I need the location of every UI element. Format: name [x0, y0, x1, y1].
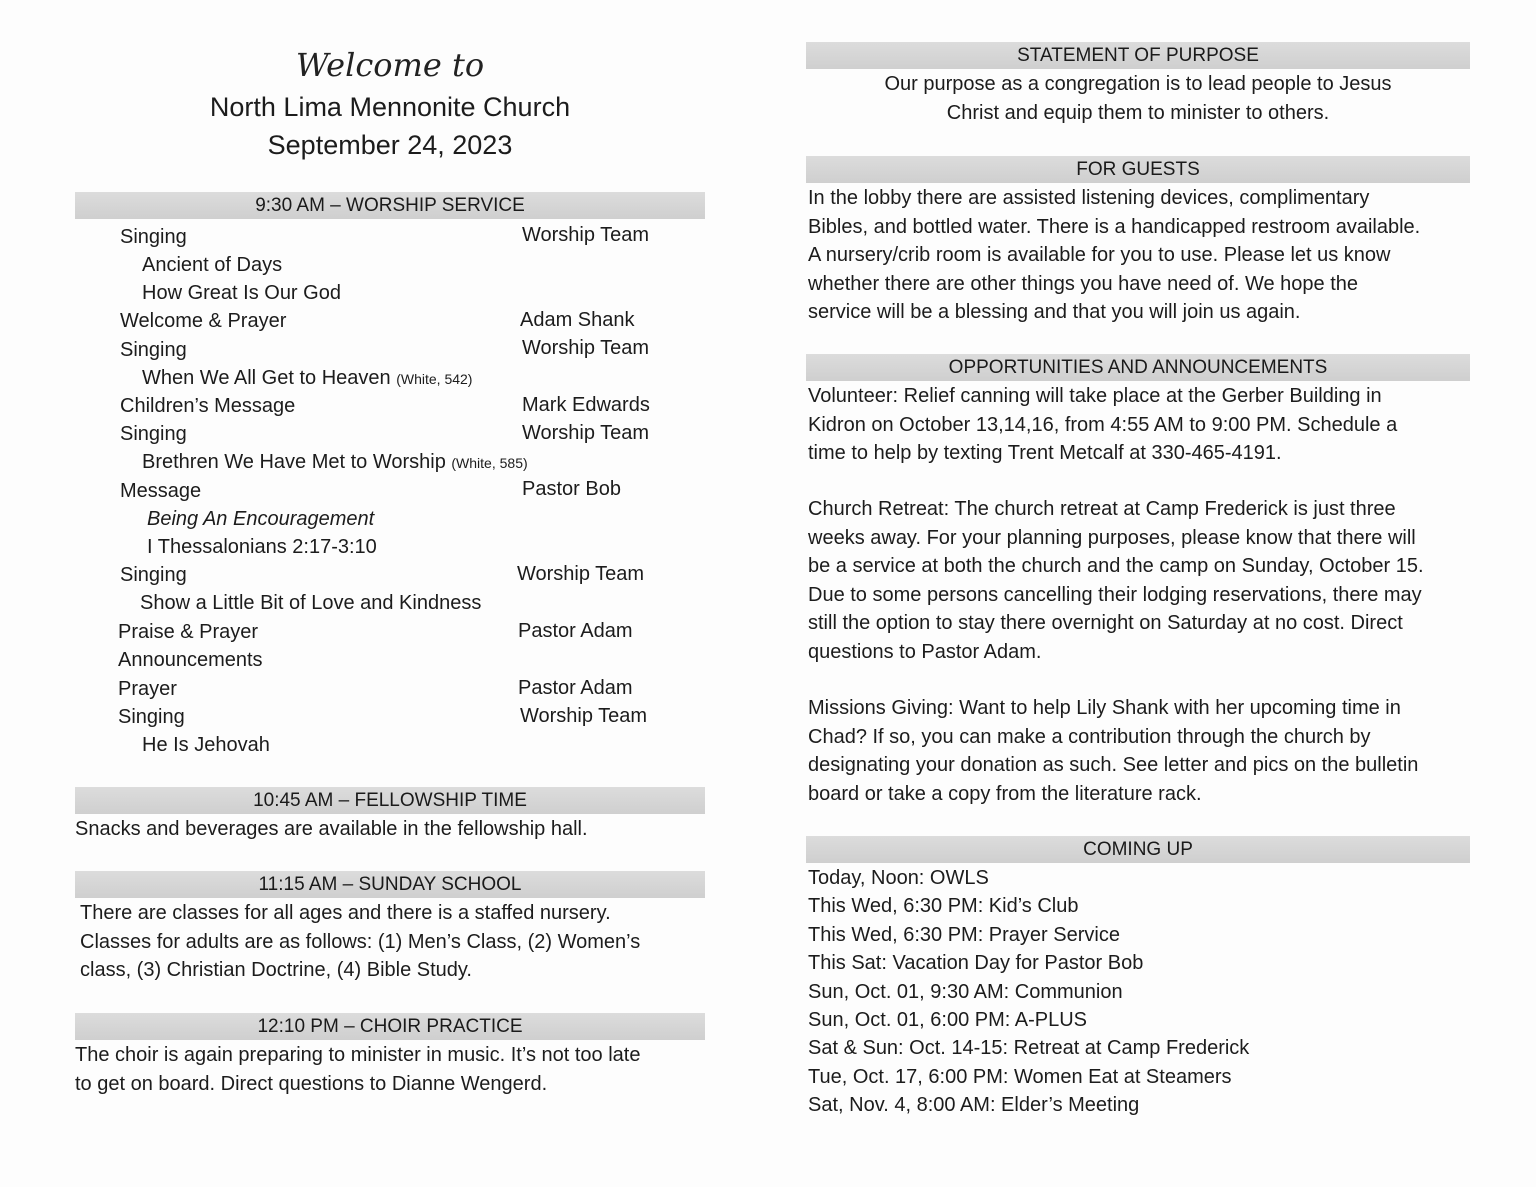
- text-line: Chad? If so, you can make a contribution through the church by: [808, 725, 1371, 748]
- order-leader: Worship Team: [517, 563, 645, 585]
- retreat-announcement: [808, 495, 1424, 667]
- order-leader: Adam Shank: [520, 309, 635, 331]
- order-leader: Worship Team: [522, 337, 650, 359]
- bulletin-date: September 24, 2023: [267, 130, 513, 160]
- text-line: There are classes for all ages and there is a staffed nursery.: [80, 902, 611, 924]
- order-leader: Pastor Adam: [518, 620, 633, 642]
- text-line: Due to some persons cancelling their lodging reservations, there may: [808, 583, 1422, 606]
- choir-text: [75, 1041, 640, 1098]
- song-title: Show a Little Bit of Love and Kindness: [140, 592, 482, 614]
- purpose-text: [806, 70, 1470, 127]
- sermon-title: Being An Encouragement: [147, 508, 375, 530]
- text-line: The choir is again preparing to minister in music. It’s not too late: [75, 1044, 641, 1066]
- volunteer-announcement: [808, 382, 1397, 468]
- order-item: Singing: [120, 564, 187, 586]
- order-leader: Worship Team: [522, 224, 650, 246]
- event-item: Sat & Sun: Oct. 14-15: Retreat at Camp Frederick: [808, 1037, 1250, 1060]
- text-line: to get on board. Direct questions to Dianne Wengerd.: [75, 1072, 548, 1095]
- song-title: Ancient of Days: [142, 254, 283, 276]
- order-item: Prayer: [118, 678, 177, 700]
- announcements-heading: OPPORTUNITIES AND ANNOUNCEMENTS: [806, 354, 1470, 381]
- sunday-school-heading: 11:15 AM – SUNDAY SCHOOL: [75, 871, 705, 898]
- order-item: Children’s Message: [120, 395, 296, 417]
- event-item: Tue, Oct. 17, 6:00 PM: Women Eat at Steamers: [808, 1065, 1232, 1088]
- coming-up-heading: COMING UP: [806, 836, 1470, 863]
- text-line: time to help by texting Trent Metcalf at 330-465-4191.: [808, 442, 1282, 465]
- text-line: designating your donation as such. See letter and pics on the bulletin: [808, 754, 1419, 777]
- order-leader: Pastor Bob: [522, 478, 621, 500]
- hymnal-reference: (White, 542): [396, 371, 473, 387]
- choir-heading: 12:10 PM – CHOIR PRACTICE: [75, 1013, 705, 1040]
- event-item: Sun, Oct. 01, 6:00 PM: A-PLUS: [808, 1009, 1088, 1032]
- fellowship-heading: 10:45 AM – FELLOWSHIP TIME: [75, 787, 705, 814]
- order-leader: Pastor Adam: [518, 677, 633, 699]
- hymnal-reference: (White, 585): [451, 455, 528, 471]
- order-item: Singing: [120, 226, 187, 248]
- text-line: weeks away. For your planning purposes, please know that there will: [808, 526, 1416, 549]
- guests-heading: FOR GUESTS: [806, 156, 1470, 183]
- event-item: This Sat: Vacation Day for Pastor Bob: [808, 952, 1144, 975]
- event-item: Today, Noon: OWLS: [808, 867, 989, 889]
- purpose-heading: STATEMENT OF PURPOSE: [806, 42, 1470, 69]
- worship-service-heading: 9:30 AM – WORSHIP SERVICE: [75, 192, 705, 219]
- text-line: Missions Giving: Want to help Lily Shank with her upcoming time in: [808, 697, 1401, 719]
- text-line: be a service at both the church and the camp on Sunday, October 15.: [808, 555, 1424, 578]
- text-line: Church Retreat: The church retreat at Camp Frederick is just three: [808, 498, 1396, 520]
- event-item: Sun, Oct. 01, 9:30 AM: Communion: [808, 980, 1123, 1003]
- song-title-text: Brethren We Have Met to Worship: [142, 451, 446, 473]
- order-item: Singing: [120, 423, 187, 445]
- text-line: class, (3) Christian Doctrine, (4) Bible Study.: [80, 959, 472, 982]
- song-title-text: When We All Get to Heaven: [142, 367, 391, 389]
- welcome-heading: Welcome to: [295, 46, 485, 84]
- text-line: still the option to stay there overnight on Saturday at no cost. Direct: [808, 612, 1403, 635]
- text-line: questions to Pastor Adam.: [808, 640, 1042, 663]
- song-title: [142, 364, 472, 392]
- fellowship-text: Snacks and beverages are available in the fellowship hall.: [75, 818, 588, 840]
- text-line: whether there are other things you have need of. We hope the: [808, 272, 1358, 295]
- order-item: Singing: [118, 706, 185, 728]
- text-line: Our purpose as a congregation is to lead people to Jesus: [884, 73, 1392, 95]
- order-item: Message: [120, 480, 202, 502]
- order-item: Singing: [120, 339, 187, 361]
- order-item: Praise & Prayer: [118, 621, 259, 643]
- missions-announcement: [808, 694, 1418, 808]
- order-leader: Mark Edwards: [522, 394, 650, 416]
- scripture-reference: I Thessalonians 2:17-3:10: [147, 536, 377, 558]
- text-line: Bibles, and bottled water. There is a handicapped restroom available.: [808, 215, 1421, 238]
- text-line: In the lobby there are assisted listening devices, complimentary: [808, 187, 1370, 209]
- order-item: Welcome & Prayer: [120, 310, 287, 332]
- text-line: Volunteer: Relief canning will take place at the Gerber Building in: [808, 385, 1382, 407]
- guests-text: [808, 184, 1420, 327]
- order-leader: Worship Team: [520, 705, 648, 727]
- text-line: service will be a blessing and that you will join us again.: [808, 301, 1301, 324]
- event-item: This Wed, 6:30 PM: Kid’s Club: [808, 895, 1079, 918]
- text-line: board or take a copy from the literature rack.: [808, 782, 1202, 805]
- text-line: Kidron on October 13,14,16, from 4:55 AM to 9:00 PM. Schedule a: [808, 413, 1398, 436]
- order-item: Announcements: [118, 649, 263, 671]
- church-name: North Lima Mennonite Church: [209, 92, 571, 122]
- event-item: Sat, Nov. 4, 8:00 AM: Elder’s Meeting: [808, 1094, 1140, 1117]
- song-title: He Is Jehovah: [142, 734, 270, 756]
- sunday-school-text: [80, 899, 640, 985]
- song-title: [142, 448, 528, 476]
- order-leader: Worship Team: [522, 422, 650, 444]
- text-line: Classes for adults are as follows: (1) Men’s Class, (2) Women’s: [80, 930, 641, 953]
- song-title: How Great Is Our God: [142, 282, 341, 304]
- coming-up-list: [808, 864, 1249, 1120]
- event-item: This Wed, 6:30 PM: Prayer Service: [808, 923, 1120, 946]
- text-line: Christ and equip them to minister to others.: [946, 101, 1330, 124]
- text-line: A nursery/crib room is available for you to use. Please let us know: [808, 244, 1391, 267]
